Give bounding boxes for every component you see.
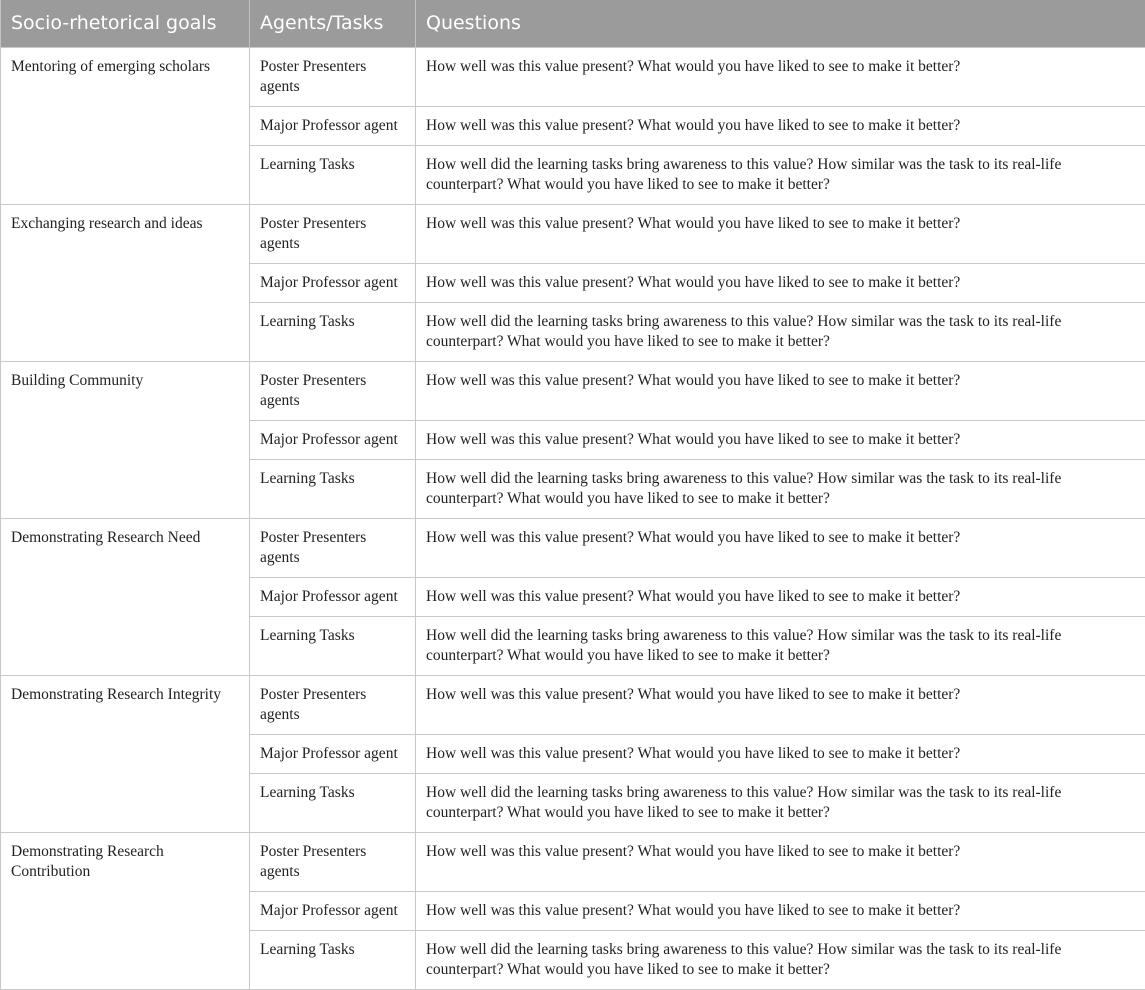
question-cell: How well was this value present? What would you have liked to see to make it better? xyxy=(416,106,1145,145)
goal-cell: Demonstrating Research Need xyxy=(1,518,250,675)
question-cell: How well was this value present? What would you have liked to see to make it better? xyxy=(416,734,1145,773)
header-questions: Questions xyxy=(416,0,1145,47)
agent-cell: Learning Tasks xyxy=(250,302,416,361)
question-cell: How well did the learning tasks bring awareness to this value? How similar was the task to its real-life counterpart? What would you have liked to see to make it better? xyxy=(416,773,1145,832)
agent-cell: Major Professor agent xyxy=(250,420,416,459)
table-body xyxy=(1,47,1145,989)
question-cell: How well did the learning tasks bring awareness to this value? How similar was the task to its real-life counterpart? What would you have liked to see to make it better? xyxy=(416,302,1145,361)
table-row xyxy=(1,361,1145,420)
agent-cell: Major Professor agent xyxy=(250,106,416,145)
table-row xyxy=(1,675,1145,734)
question-cell: How well did the learning tasks bring awareness to this value? How similar was the task to its real-life counterpart? What would you have liked to see to make it better? xyxy=(416,459,1145,518)
agent-cell: Learning Tasks xyxy=(250,773,416,832)
question-cell: How well was this value present? What would you have liked to see to make it better? xyxy=(416,832,1145,891)
question-cell: How well was this value present? What would you have liked to see to make it better? xyxy=(416,675,1145,734)
agent-cell: Poster Presenters agents xyxy=(250,832,416,891)
question-cell: How well was this value present? What would you have liked to see to make it better? xyxy=(416,47,1145,106)
goal-cell: Mentoring of emerging scholars xyxy=(1,47,250,204)
agent-cell: Learning Tasks xyxy=(250,616,416,675)
goal-cell: Demonstrating Research Contribution xyxy=(1,832,250,989)
question-cell: How well was this value present? What would you have liked to see to make it better? xyxy=(416,518,1145,577)
table-row xyxy=(1,518,1145,577)
question-cell: How well was this value present? What would you have liked to see to make it better? xyxy=(416,204,1145,263)
agent-cell: Poster Presenters agents xyxy=(250,518,416,577)
question-cell: How well was this value present? What would you have liked to see to make it better? xyxy=(416,263,1145,302)
agent-cell: Poster Presenters agents xyxy=(250,47,416,106)
question-cell: How well did the learning tasks bring awareness to this value? How similar was the task to its real-life counterpart? What would you have liked to see to make it better? xyxy=(416,930,1145,989)
header-goals: Socio-rhetorical goals xyxy=(1,0,250,47)
agent-cell: Learning Tasks xyxy=(250,459,416,518)
agent-cell: Poster Presenters agents xyxy=(250,361,416,420)
goal-cell: Building Community xyxy=(1,361,250,518)
agent-cell: Major Professor agent xyxy=(250,891,416,930)
header-agents-tasks: Agents/Tasks xyxy=(250,0,416,47)
question-cell: How well did the learning tasks bring awareness to this value? How similar was the task to its real-life counterpart? What would you have liked to see to make it better? xyxy=(416,145,1145,204)
table-header xyxy=(1,0,1145,47)
agent-cell: Learning Tasks xyxy=(250,145,416,204)
question-cell: How well was this value present? What would you have liked to see to make it better? xyxy=(416,361,1145,420)
question-cell: How well was this value present? What would you have liked to see to make it better? xyxy=(416,891,1145,930)
question-cell: How well did the learning tasks bring awareness to this value? How similar was the task to its real-life counterpart? What would you have liked to see to make it better? xyxy=(416,616,1145,675)
table-row xyxy=(1,832,1145,891)
table-row xyxy=(1,204,1145,263)
agent-cell: Poster Presenters agents xyxy=(250,204,416,263)
agent-cell: Poster Presenters agents xyxy=(250,675,416,734)
table-row xyxy=(1,47,1145,106)
agent-cell: Major Professor agent xyxy=(250,263,416,302)
goal-cell: Exchanging research and ideas xyxy=(1,204,250,361)
goal-cell: Demonstrating Research Integrity xyxy=(1,675,250,832)
agent-cell: Major Professor agent xyxy=(250,734,416,773)
question-cell: How well was this value present? What would you have liked to see to make it better? xyxy=(416,420,1145,459)
agent-cell: Learning Tasks xyxy=(250,930,416,989)
agent-cell: Major Professor agent xyxy=(250,577,416,616)
question-cell: How well was this value present? What would you have liked to see to make it better? xyxy=(416,577,1145,616)
